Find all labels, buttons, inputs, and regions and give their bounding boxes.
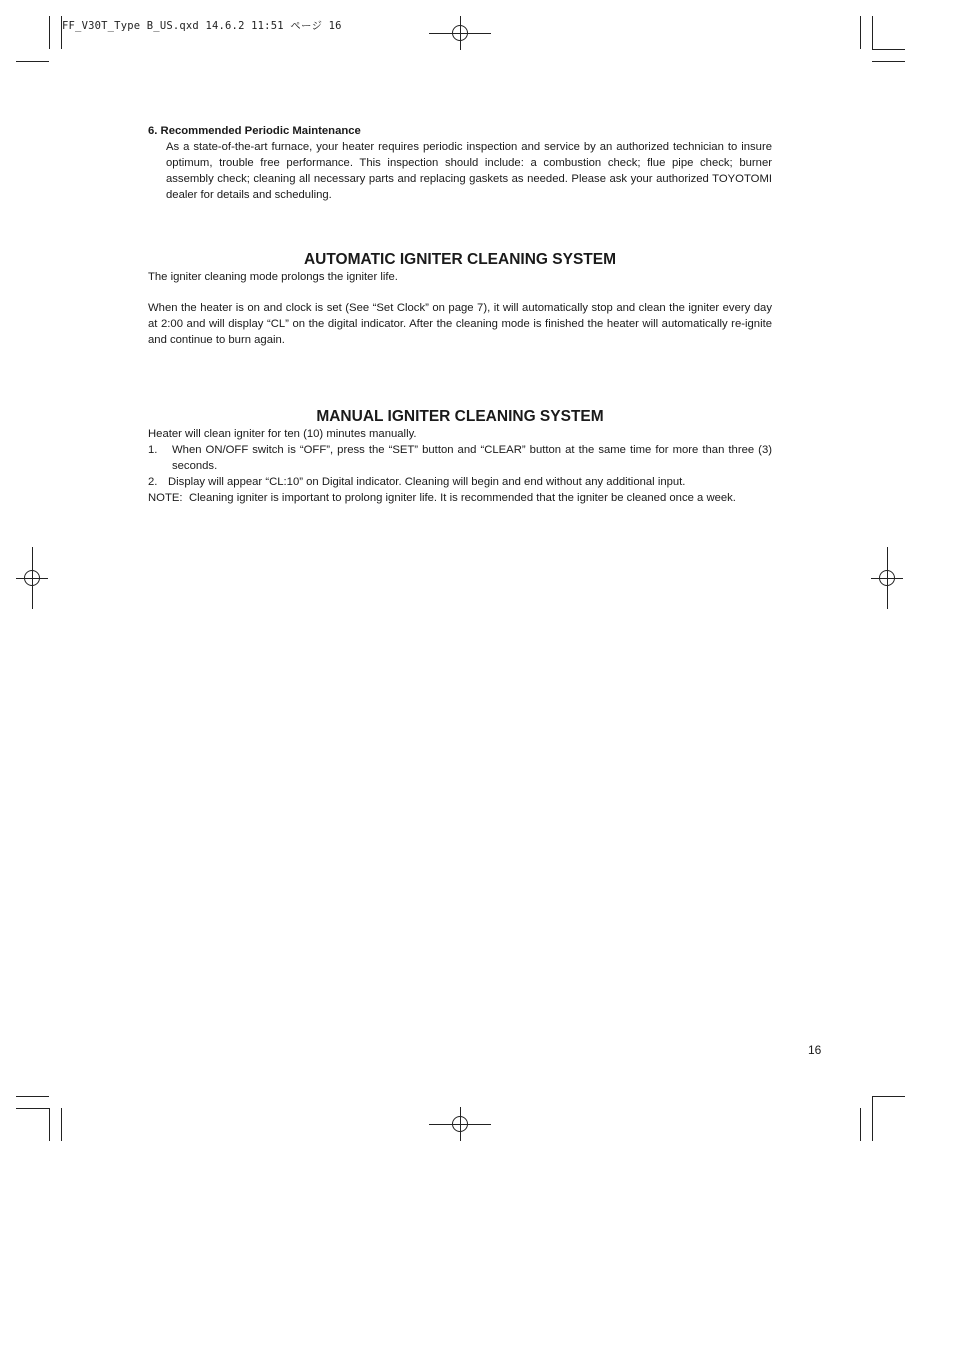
automatic-title: AUTOMATIC IGNITER CLEANING SYSTEM <box>303 251 616 268</box>
crop-mark <box>16 61 49 62</box>
crop-mark <box>860 16 861 49</box>
crop-mark <box>872 61 905 62</box>
maintenance-section <box>148 123 772 203</box>
crop-mark <box>872 1096 905 1097</box>
list-item <box>148 442 772 474</box>
step-text: When ON/OFF switch is “OFF”, press the “SET” button and “CLEAR” button at the same time for more than three (3) seconds. <box>172 444 772 472</box>
print-slug: FF_V30T_Type B_US.qxd 14.6.2 11:51 ページ 16 <box>62 20 342 32</box>
maintenance-body: As a state-of-the-art furnace, your heater requires periodic inspection and service by an authorized technician to insure optimum, trouble free performance. This inspection should include: a combustion check; flue pipe check; burner assembly check; cleaning all necessary parts and replacing gaskets as needed. Please ask your authorized TOYOTOMI dealer for details and scheduling. <box>166 141 772 201</box>
crop-mark <box>16 1096 49 1097</box>
automatic-body: When the heater is on and clock is set (See “Set Clock” on page 7), it will automatically stop and clean the igniter every day at 2:00 and will display “CL” on the digital indicator. After the cleaning mode is finished the heater will automatically re-ignite and continue to burn again. <box>148 302 772 346</box>
step-number: 2. <box>148 476 158 488</box>
maintenance-heading: 6. Recommended Periodic Maintenance <box>148 125 361 137</box>
manual-intro: Heater will clean igniter for ten (10) minutes manually. <box>148 428 417 440</box>
step-text: Display will appear “CL:10” on Digital indicator. Cleaning will begin and end without any additional input. <box>168 476 686 488</box>
crop-mark <box>49 1108 50 1141</box>
crop-mark <box>872 49 905 50</box>
manual-section <box>148 408 772 506</box>
crop-mark <box>49 16 50 49</box>
page-number: 16 <box>808 1043 822 1057</box>
note <box>148 490 772 506</box>
automatic-section <box>148 251 772 348</box>
list-item <box>148 474 772 490</box>
crop-mark <box>16 1108 49 1109</box>
note-label: NOTE: <box>148 492 183 504</box>
crop-mark <box>61 16 62 49</box>
crop-mark <box>872 1096 873 1141</box>
crop-mark <box>860 1108 861 1141</box>
note-text: Cleaning igniter is important to prolong igniter life. It is recommended that the igniter be cleaned once a week. <box>189 492 736 504</box>
crop-mark <box>872 16 873 49</box>
manual-title: MANUAL IGNITER CLEANING SYSTEM <box>316 408 604 425</box>
step-number: 1. <box>148 444 158 456</box>
automatic-intro: The igniter cleaning mode prolongs the igniter life. <box>148 271 398 283</box>
crop-mark <box>61 1108 62 1141</box>
